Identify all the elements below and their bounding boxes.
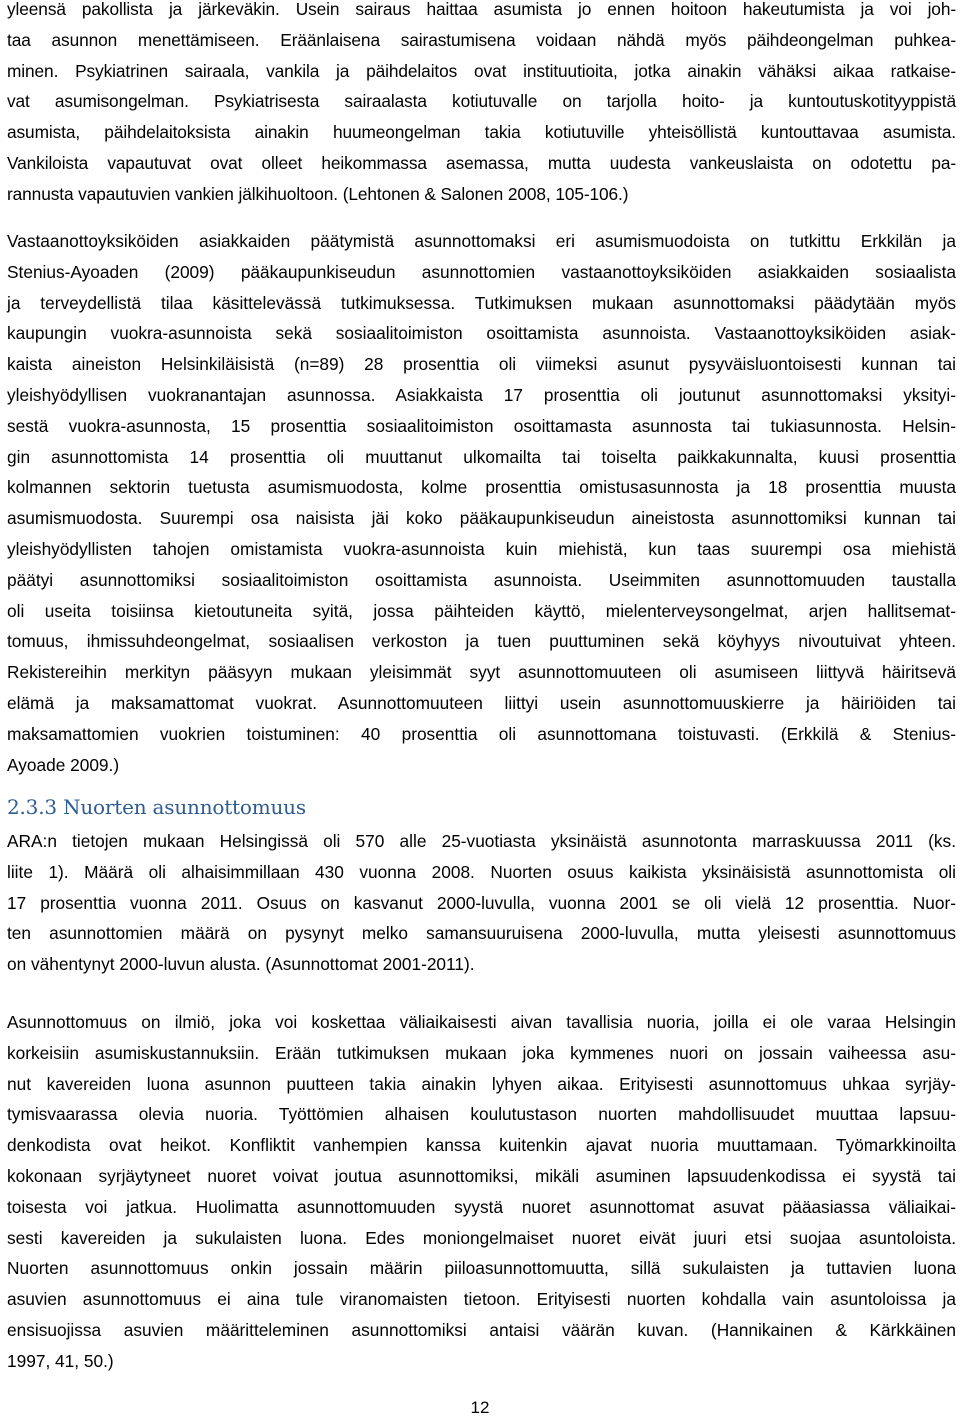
text-line: kaupungin vuokra-asunnoista sekä sosiaalitoimiston osoittamista asunnoista. Vastaanottoyksiköiden asiak- [7,323,956,344]
paragraph-youth-statistics [7,826,956,980]
text-line: ARA:n tietojen mukaan Helsingissä oli 570 alle 25-vuotiasta yksinäistä asunnotonta marraskuussa 2011 (ks. [7,831,956,851]
text-line: denkodista ovat heikot. Konfliktit vanhempien kanssa kuitenkin ajavat nuoria muuttamaan. Työmarkkinoilta [7,1135,956,1156]
text-line: elämä ja maksamattomat vuokrat. Asunnottomuuteen liittyi usein asunnottomuuskierre ja häiriöiden tai [7,692,956,713]
text-line: on vähentynyt 2000-luvun alusta. (Asunnottomat 2001-2011). [7,954,475,975]
text-line: korkeisiin asumiskustannuksiin. Erään tutkimuksen mukaan joka kymmenes nuori on jossain vaiheessa asu- [7,1042,956,1063]
text-line: kokonaan syrjäytyneet nuoret voivat joutua asunnottomiksi, mikäli asuminen lapsuudenkodissa ei syystä tai [7,1165,956,1186]
text-line: vat asumisongelman. Psykiatrisesta sairaalasta kotiutuvalle on tarjolla hoito- ja kuntoutuskotityyppistä [7,91,956,112]
text-line: oli useita toisiinsa kietoutuneita syitä, jossa päihteiden käyttö, mielenterveysongelmat, arjen hallitsemat- [7,600,956,621]
text-line: toisesta voi jatkua. Huolimatta asunnottomuuden syystä nuoret asunnottomat asuvat pääasiassa väliaikai- [7,1196,956,1217]
section-heading: 2.3.3 Nuorten asunnottomuus [7,795,306,819]
text-line: Asunnottomuus on ilmiö, joka voi koskettaa väliaikaisesti aivan tavallisia nuoria, joilla ei ole varaa Helsingin [7,1012,956,1032]
text-line: 1997, 41, 50.) [7,1350,114,1371]
paragraph-youth-phenomenon [7,1007,956,1377]
text-line: Stenius-Ayoaden (2009) pääkaupunkiseudun asunnottomien vastaanottoyksiköiden asiakkaiden sosiaalista [7,261,956,282]
text-line: minen. Psykiatrinen sairaala, vankila ja päihdelaitos ovat instituutioita, jotka ainakin vähäksi aikaa ratkaise- [7,60,956,81]
text-line: Ayoade 2009.) [7,754,120,775]
paragraph-institutions [7,0,956,210]
text-line: Nuorten asunnottomuus onkin jossain määrin piiloasunnottomuutta, sillä sukulaisten ja tuttavien luona [7,1258,956,1279]
text-line: nut kavereiden luona asunnon puutteen takia ainakin lyhyen aikaa. Erityisesti asunnottomuus uhkaa syrjäy- [7,1073,956,1094]
text-line: Vankiloista vapautuvat ovat olleet heikommassa asemassa, mutta uudesta vankeuslaista on odotettu pa- [7,152,956,173]
paragraph-reception-units [7,226,956,780]
text-line: maksamattomien vuokrien toistuminen: 40 prosenttia oli asunnottomana toistuvasti. (Erkkilä & Stenius- [7,723,956,744]
text-line: taa asunnon menettämiseen. Eräänlaisena sairastumisena voidaan nähdä myös päihdeongelman puhkea- [7,29,956,50]
text-line: ensisuojissa asuvien määritteleminen asunnottomiksi antaisi väärän kuvan. (Hannikainen & Kärkkäinen [7,1319,956,1340]
text-line: 17 prosenttia vuonna 2011. Osuus on kasvanut 2000-luvulla, vuonna 2001 se oli vielä 12 prosenttia. Nuor- [7,892,956,913]
text-line: liite 1). Määrä oli alhaisimmillaan 430 vuonna 2008. Nuorten osuus kaikista yksinäisistä asunnottomista oli [7,861,956,882]
text-line: yleensä pakollista ja järkeväkin. Usein sairaus haittaa asumista jo ennen hoitoon hakeutumista ja voi joh- [7,0,956,19]
text-line: Rekistereihin merkityn pääsyyn mukaan yleisimmät syyt asunnottomuuteen oli asumiseen liittyvä häiritsevä [7,662,956,683]
text-line: sestä vuokra-asunnosta, 15 prosenttia sosiaalitoimiston osoittamasta asunnosta tai tukiasunnosta. Helsin- [7,415,956,436]
text-line: tomuus, ihmissuhdeongelmat, sosiaalisen verkoston ja tuen puuttuminen sekä köyhyys nivoutuivat yhteen. [7,631,956,652]
text-line: kolmannen sektorin tuetusta asumismuodosta, kolme prosenttia omistusasunnosta ja 18 prosenttia muusta [7,477,956,498]
text-line: gin asunnottomista 14 prosenttia oli muuttanut ulkomailta tai toiselta paikkakunnalta, kuusi prosenttia [7,446,956,467]
text-line: kaista aineiston Helsinkiläisistä (n=89) 28 prosenttia oli viimeksi asunut pysyväisluontoisesti kunnan tai [7,354,956,375]
text-line: Vastaanottoyksiköiden asiakkaiden päätymistä asunnottomaksi eri asumismuodoista on tutkittu Erkkilän ja [7,231,956,251]
text-line: ja terveydellistä tilaa käsittelevässä tutkimuksessa. Tutkimuksen mukaan asunnottomaksi päädytään myös [7,292,956,313]
text-line: yleishyödyllisten tahojen omistamista vuokra-asunnoista kuin miehistä, kun taas suurempi osa miehistä [7,538,956,559]
page-number: 12 [470,1398,490,1417]
text-line: rannusta vapautuvien vankien jälkihuoltoon. (Lehtonen & Salonen 2008, 105-106.) [7,183,629,204]
text-line: asuvien asunnottomuus ei aina tule viranomaisten tietoon. Erityisesti nuorten kohdalla vain asuntoloissa ja [7,1289,956,1310]
text-line: asumista, päihdelaitoksista ainakin huumeongelman takia kotiutuville yhteisöllistä kuntouttavaa asumista. [7,122,956,143]
text-line: sesti kavereiden ja sukulaisten luona. Edes moniongelmaiset nuoret eivät juuri etsi suojaa asuntoloista. [7,1227,956,1248]
text-line: yleishyödyllisen vuokranantajan asunnossa. Asiakkaista 17 prosenttia oli joutunut asunnottomaksi yksityi- [7,384,956,405]
text-line: asumismuodosta. Suurempi osa naisista jäi koko pääkaupunkiseudun aineistosta asunnottomiksi kunnan tai [7,508,956,529]
text-line: päätyi asunnottomiksi sosiaalitoimiston osoittamista asunnoista. Useimmiten asunnottomuuden taustalla [7,569,956,590]
text-line: tymisvaarassa olevia nuoria. Työttömien alhaisen koulutustason nuorten mahdollisuudet muuttaa lapsuu- [7,1104,956,1125]
text-line: ten asunnottomien määrä on pysynyt melko samansuuruisena 2000-luvulla, mutta yleisesti asunnottomuus [7,923,956,944]
